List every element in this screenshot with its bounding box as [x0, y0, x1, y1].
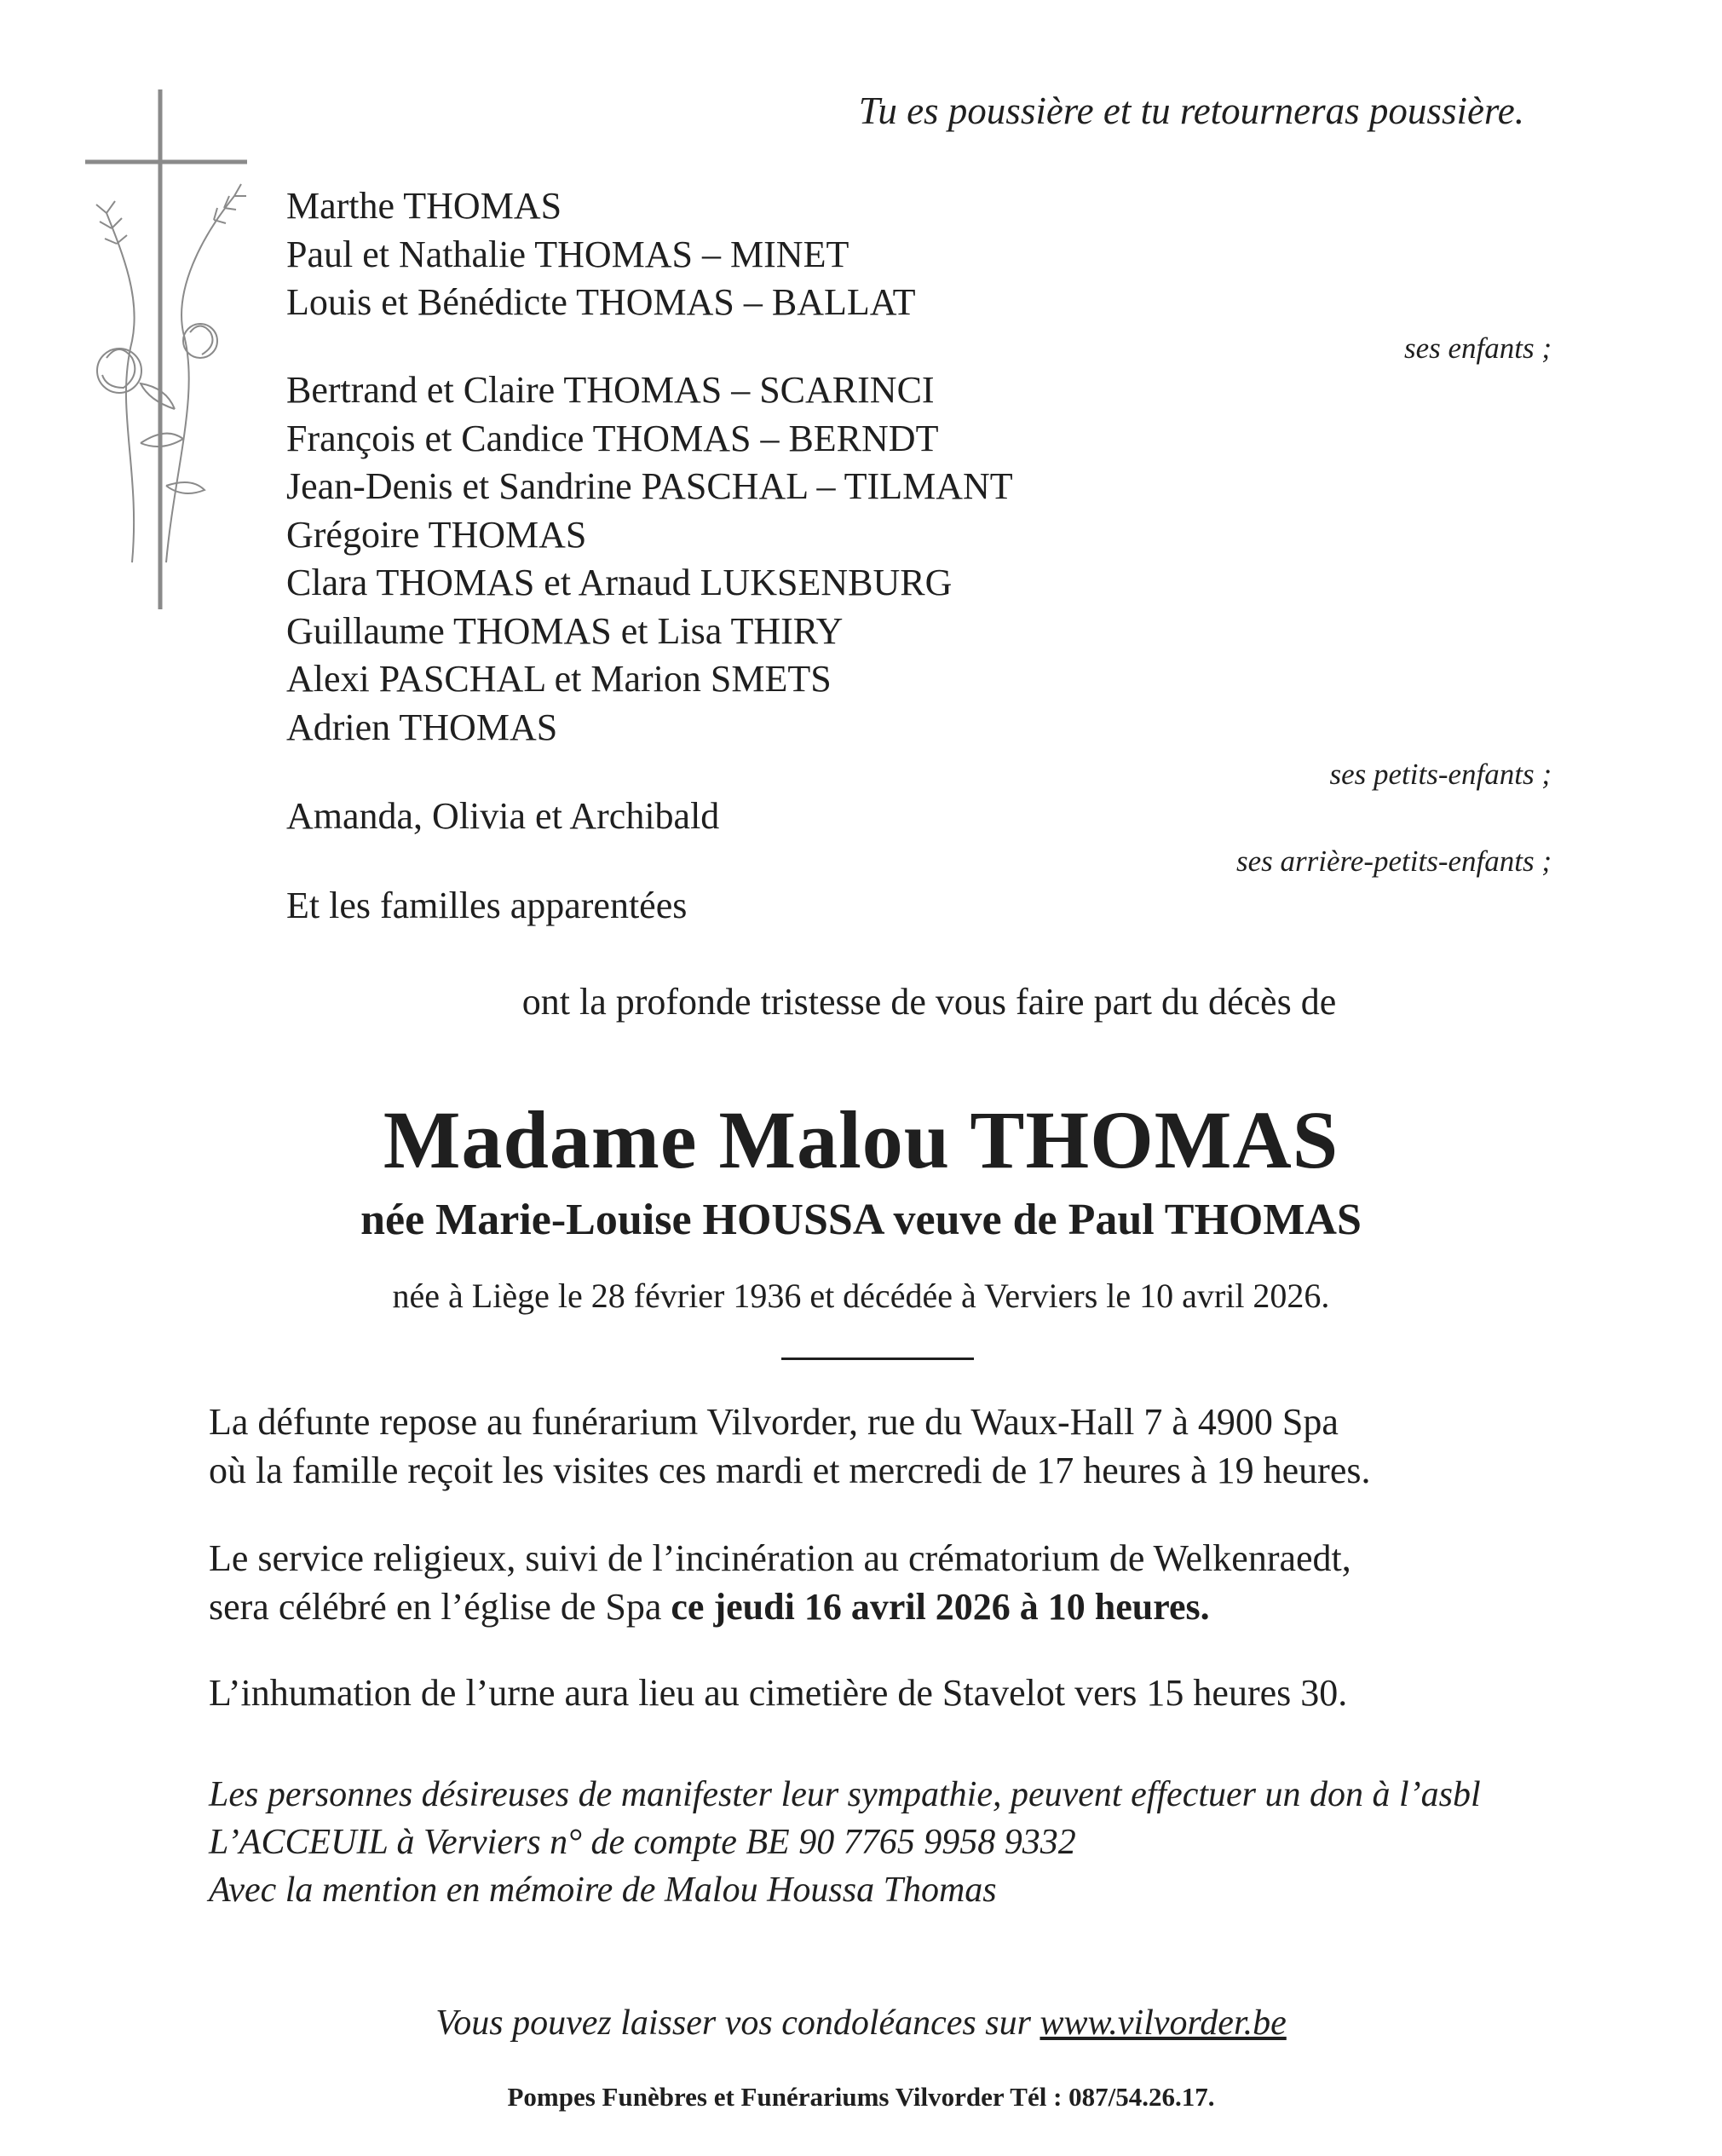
family-name-line: François et Candice THOMAS – BERNDT — [286, 417, 939, 459]
burial-paragraph: L’inhumation de l’urne aura lieu au cimetière de Stavelot vers 15 heures 30. — [209, 1672, 1348, 1714]
service-line — [209, 1582, 1351, 1631]
wake-line: La défunte repose au funérarium Vilvorder, rue du Waux-Hall 7 à 4900 Spa — [209, 1401, 1339, 1443]
family-name-line: Grégoire THOMAS — [286, 513, 587, 556]
donation-line: Les personnes désireuses de manifester leur sympathie, peuvent effectuer un don à l’asbl — [209, 1775, 1481, 1814]
donation-line: Avec la mention en mémoire de Malou Houssa Thomas — [209, 1871, 997, 1910]
footer-funeral-home: Pompes Funèbres et Funérariums Vilvorder Tél : 087/54.26.17. — [507, 2082, 1215, 2112]
deceased-dates: née à Liège le 28 février 1936 et décédée à Verviers le 10 avril 2026. — [392, 1277, 1330, 1315]
wake-paragraph — [209, 1398, 1370, 1495]
donation-line: L’ACCEUIL à Verviers n° de compte BE 90 7765 9958 9332 — [209, 1823, 1076, 1862]
family-name-line: Louis et Bénédicte THOMAS – BALLAT — [286, 281, 916, 323]
role-petits-enfants: ses petits-enfants ; — [1329, 758, 1552, 791]
donation-note — [209, 1771, 1481, 1914]
role-enfants: ses enfants ; — [1403, 331, 1552, 365]
deceased-maiden-name: née Marie-Louise HOUSSA veuve de Paul THOMAS — [360, 1196, 1362, 1244]
deceased-name: Madame Malou THOMAS — [383, 1094, 1339, 1185]
family-name-line: Marthe THOMAS — [286, 185, 562, 227]
service-line: Le service religieux, suivi de l’incinération au crématorium de Welkenraedt, — [209, 1537, 1351, 1579]
service-date: ce jeudi 16 avril 2026 à 10 heures. — [671, 1586, 1210, 1628]
service-paragraph — [209, 1534, 1351, 1631]
family-name-line: Adrien THOMAS — [286, 706, 558, 748]
cross-icon — [81, 85, 260, 614]
condolences-link[interactable]: www.vilvorder.be — [1040, 2003, 1287, 2043]
role-arriere-petits-enfants: ses arrière-petits-enfants ; — [1235, 845, 1552, 878]
family-name-line: Paul et Nathalie THOMAS – MINET — [286, 233, 849, 275]
condolences-text: Vous pouvez laisser vos condoléances sur — [435, 2003, 1040, 2043]
wake-line: où la famille reçoit les visites ces mardi et mercredi de 17 heures à 19 heures. — [209, 1450, 1371, 1491]
announcement-intro: ont la profonde tristesse de vous faire part du décès de — [521, 981, 1337, 1023]
epigraph: Tu es poussière et tu retourneras poussière. — [858, 89, 1524, 132]
family-name-line: Guillaume THOMAS et Lisa THIRY — [286, 609, 844, 652]
family-name-line: Alexi PASCHAL et Marion SMETS — [286, 658, 832, 700]
arriere-petits-enfants-names: Amanda, Olivia et Archibald — [286, 795, 720, 837]
divider — [781, 1358, 974, 1360]
condolences-note — [0, 2003, 1722, 2044]
family-name-line: Jean-Denis et Sandrine PASCHAL – TILMANT — [286, 465, 1013, 507]
familles-apparentees: Et les familles apparentées — [286, 885, 688, 926]
petits-enfants-list — [286, 366, 1013, 752]
family-name-line: Bertrand et Claire THOMAS – SCARINCI — [286, 369, 935, 411]
enfants-list — [286, 182, 916, 327]
service-text: sera célébré en l’église de Spa — [209, 1586, 671, 1628]
family-name-line: Clara THOMAS et Arnaud LUKSENBURG — [286, 562, 953, 603]
